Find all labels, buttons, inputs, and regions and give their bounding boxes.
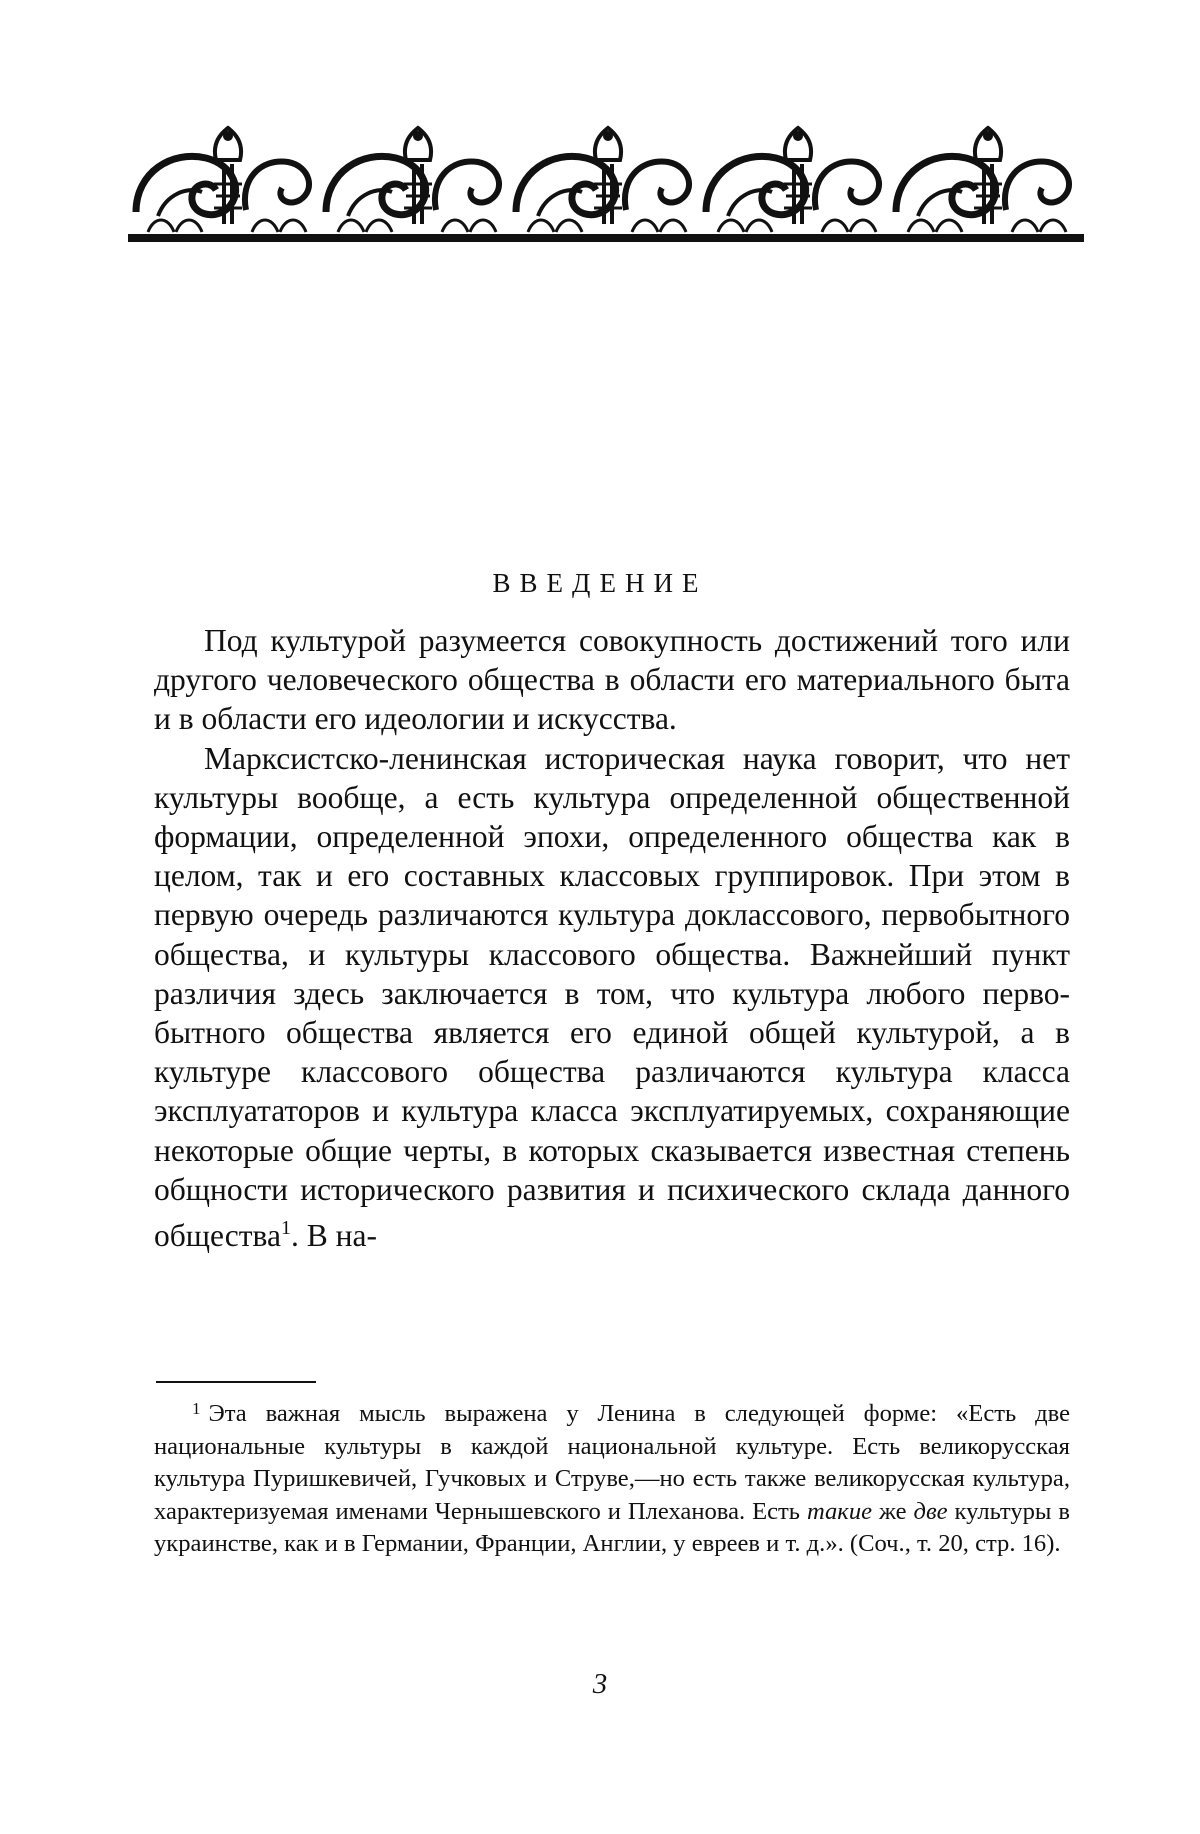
footnote-text: культуры в украинстве, как и в Германии, Франции, Англии, у евреев и т. д.». (Соч., т. 20, стр. 16). xyxy=(154,1497,1070,1557)
decorative-ornament-icon xyxy=(128,120,1084,246)
paragraph xyxy=(154,739,1070,1256)
page-number: 3 xyxy=(592,1668,608,1700)
footnote-reference: 1 xyxy=(280,1217,291,1240)
paragraph-tail: . В на- xyxy=(290,1218,377,1254)
footnote xyxy=(154,1393,1070,1561)
page-title: ВВЕДЕНИЕ xyxy=(492,568,708,598)
footnote-emphasis: две xyxy=(913,1497,948,1525)
footnote-text: Эта важная мысль выражена у Ленина в следующей форме: «Есть две национальные культуры в каждой национальной культуре. Есть великорусская культура Пуришкевичей, Гучковых и Струве,—но есть также великорусская культура, характеризуемая именами Чернышевского и Плеханова. Есть xyxy=(154,1400,1070,1525)
footnote-marker: 1 xyxy=(192,1399,201,1418)
footnote-emphasis: такие xyxy=(806,1497,873,1525)
main-text xyxy=(154,621,1070,1255)
footnote-text: же xyxy=(878,1497,907,1525)
paragraph-text: Марксистско-ленинская историческая наука говорит, что нет культуры вообще, а есть культура определенной общественной формации, определенной эпохи, определенного общества как в целом, так и его составных классовых группировок. При этом в первую очередь различаются культура доклассового, первобытного общества, и культуры классового общества. Важнейший пункт различия здесь заключается в том, что культура любого первобытного общества является его единой общей культурой, а в культуре классового общества различаются культура класса эксплуататоров и культура класса эксплуатируемых, сохраняющие некоторые общие черты, в которых сказывается известная степень общности исторического развития и психического склада данного общества xyxy=(154,740,1070,1254)
paragraph: Под культурой разумеется совокупность достижений того или другого человеческого общества в области его материального быта и в области его идеологии и искусства. xyxy=(154,623,1070,737)
footnote-divider xyxy=(156,1381,316,1383)
